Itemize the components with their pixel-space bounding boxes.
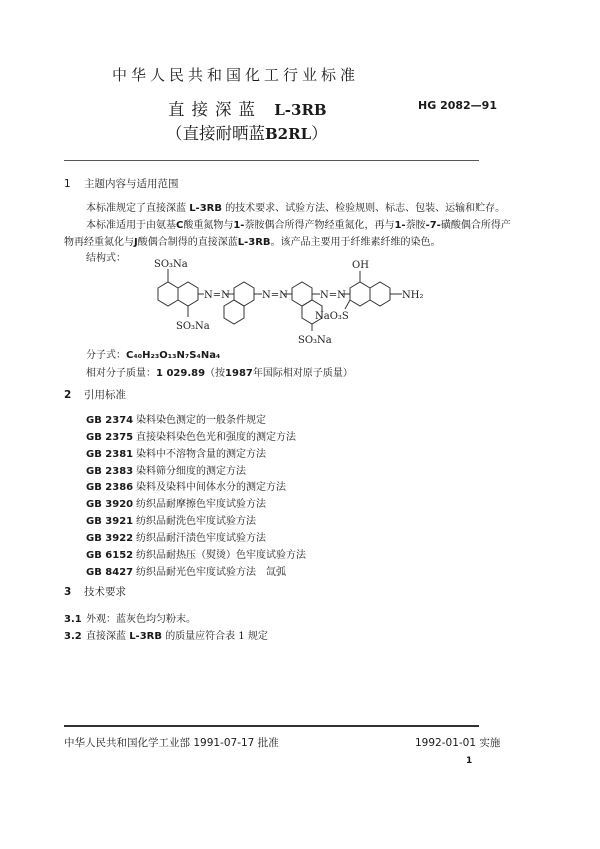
section-1-paragraph-2-line-1 bbox=[86, 216, 511, 231]
reference-row bbox=[86, 563, 286, 578]
text: 。该产品主要用于纤维素纤维的染色。 bbox=[270, 237, 441, 248]
text: -7- bbox=[425, 220, 441, 231]
nh2-label: NH₂ bbox=[402, 290, 424, 301]
product-code: L-3RB bbox=[237, 237, 271, 248]
text: 的技术要求、试验方法、检验规则、标志、包装、运输和贮存。 bbox=[225, 203, 506, 214]
text: C bbox=[176, 220, 184, 231]
ref-desc: 直接染料染色色光和强度的测定方法 bbox=[136, 432, 296, 443]
section-number: 2 bbox=[64, 389, 72, 401]
product-code: L-3RB bbox=[129, 631, 162, 642]
formula-value: C₄₀H₂₃O₁₃N₇S₄Na₄ bbox=[126, 350, 221, 361]
reference-row bbox=[86, 478, 286, 493]
section-3-heading bbox=[64, 584, 126, 599]
section-1-paragraph-1 bbox=[86, 199, 505, 214]
standard-number: HG 2082—91 bbox=[418, 99, 497, 112]
structure-label: 结构式： bbox=[86, 253, 126, 264]
issuing-organization: 中华人民共和国化工行业标准 bbox=[112, 66, 360, 84]
text: （按 bbox=[205, 368, 226, 379]
ref-code: GB 2381 bbox=[86, 449, 134, 460]
reference-row bbox=[86, 462, 246, 477]
text: 年国际相对原子质量） bbox=[252, 368, 353, 379]
document-subtitle bbox=[166, 120, 328, 144]
molecular-mass bbox=[86, 364, 353, 379]
mass-label: 相对分子质量： bbox=[86, 368, 156, 379]
ref-code: GB 2386 bbox=[86, 482, 134, 493]
so3na-label: SO₃Na bbox=[298, 335, 332, 346]
reference-row bbox=[86, 411, 266, 426]
text: 酸重氮物与 bbox=[183, 220, 234, 231]
oh-label: OH bbox=[352, 260, 369, 271]
ref-desc: 染料中不溶物含量的测定方法 bbox=[136, 449, 266, 460]
ref-code: GB 3922 bbox=[86, 533, 134, 544]
text: 萘胺偶合所得产物经重氮化，再与 bbox=[244, 220, 395, 231]
ref-desc: 染料染色测定的一般条件规定 bbox=[136, 415, 266, 426]
ref-code: GB 3921 bbox=[86, 516, 134, 527]
footer-divider bbox=[64, 725, 479, 727]
text: J bbox=[134, 237, 138, 248]
subtitle-open: （直接耐晒蓝 bbox=[166, 124, 265, 143]
section-2-heading bbox=[64, 387, 126, 402]
product-code: L-3RB bbox=[189, 203, 222, 214]
so3na-label: SO₃Na bbox=[154, 259, 188, 270]
ref-desc: 纺织品耐摩擦色牢度试验方法 bbox=[136, 499, 266, 510]
section-title: 技术要求 bbox=[84, 586, 126, 598]
section-number: 3 bbox=[64, 586, 72, 598]
text: 本标准适用于由氨基 bbox=[86, 220, 176, 231]
molecular-formula bbox=[86, 346, 220, 361]
ref-code: GB 6152 bbox=[86, 550, 134, 561]
text: 1- bbox=[233, 220, 245, 231]
subtitle-code: B2RL bbox=[265, 125, 312, 143]
ref-code: GB 2374 bbox=[86, 415, 134, 426]
header-divider bbox=[64, 160, 479, 161]
ref-desc: 纺织品耐光色牢度试验方法 氙弧 bbox=[136, 567, 286, 578]
clause-text: 外观：蓝灰色均匀粉末。 bbox=[86, 614, 196, 625]
effective-date: 1992-01-01 实施 bbox=[415, 737, 501, 749]
ref-desc: 染料筛分细度的测定方法 bbox=[136, 466, 246, 477]
document-title bbox=[168, 96, 327, 120]
clause-text: 的质量应符合表 1 规定 bbox=[165, 631, 268, 642]
text: 本标准规定了直接深蓝 bbox=[86, 203, 186, 214]
section-number: 1 bbox=[64, 178, 71, 190]
title-code: L-3RB bbox=[274, 101, 327, 119]
formula-label: 分子式： bbox=[86, 350, 126, 361]
text: 1987 bbox=[225, 368, 253, 379]
ref-desc: 染料及染料中间体水分的测定方法 bbox=[136, 482, 286, 493]
nao3s-label: NaO₃S bbox=[315, 311, 349, 322]
subtitle-close: ） bbox=[311, 124, 328, 143]
clause-number: 3.1 bbox=[64, 614, 82, 625]
ref-desc: 纺织品耐热压（熨烫）色牢度试验方法 bbox=[136, 550, 306, 561]
section-1-paragraph-2-line-2 bbox=[64, 233, 441, 248]
section-1-heading bbox=[64, 176, 179, 191]
text: 萘胺 bbox=[405, 220, 426, 231]
clause-text: 直接深蓝 bbox=[86, 631, 126, 642]
ref-code: GB 3920 bbox=[86, 499, 134, 510]
text: 物再经重氮化与 bbox=[64, 237, 134, 248]
azo-label: N=N bbox=[262, 290, 288, 301]
ref-desc: 纺织品耐汗渍色牢度试验方法 bbox=[136, 533, 266, 544]
ref-code: GB 2383 bbox=[86, 466, 134, 477]
text: 1- bbox=[394, 220, 406, 231]
so3na-label: SO₃Na bbox=[176, 321, 210, 332]
section-title: 主题内容与适用范围 bbox=[84, 178, 179, 190]
reference-row bbox=[86, 546, 306, 561]
reference-row bbox=[86, 428, 296, 443]
text: 磺酸偶合所得产 bbox=[440, 220, 511, 231]
title-cn: 直接深蓝 bbox=[168, 100, 262, 119]
chemical-structure-diagram bbox=[140, 255, 480, 350]
page-number: 1 bbox=[466, 756, 473, 766]
mass-value: 1 029.89 bbox=[156, 368, 206, 379]
reference-row bbox=[86, 529, 266, 544]
clause-3-2 bbox=[64, 627, 268, 642]
azo-label: N=N bbox=[320, 290, 346, 301]
text: 酸偶合制得的直接深蓝 bbox=[137, 237, 238, 248]
ref-code: GB 2375 bbox=[86, 432, 134, 443]
approval-line: 中华人民共和国化学工业部 1991-07-17 批准 bbox=[64, 737, 279, 749]
section-title: 引用标准 bbox=[84, 389, 126, 401]
azo-label: N=N bbox=[204, 290, 230, 301]
clause-3-1 bbox=[64, 610, 196, 625]
ref-code: GB 8427 bbox=[86, 567, 134, 578]
clause-number: 3.2 bbox=[64, 631, 82, 642]
reference-row bbox=[86, 512, 256, 527]
reference-row bbox=[86, 445, 266, 460]
ref-desc: 纺织品耐洗色牢度试验方法 bbox=[136, 516, 256, 527]
reference-row bbox=[86, 495, 266, 510]
